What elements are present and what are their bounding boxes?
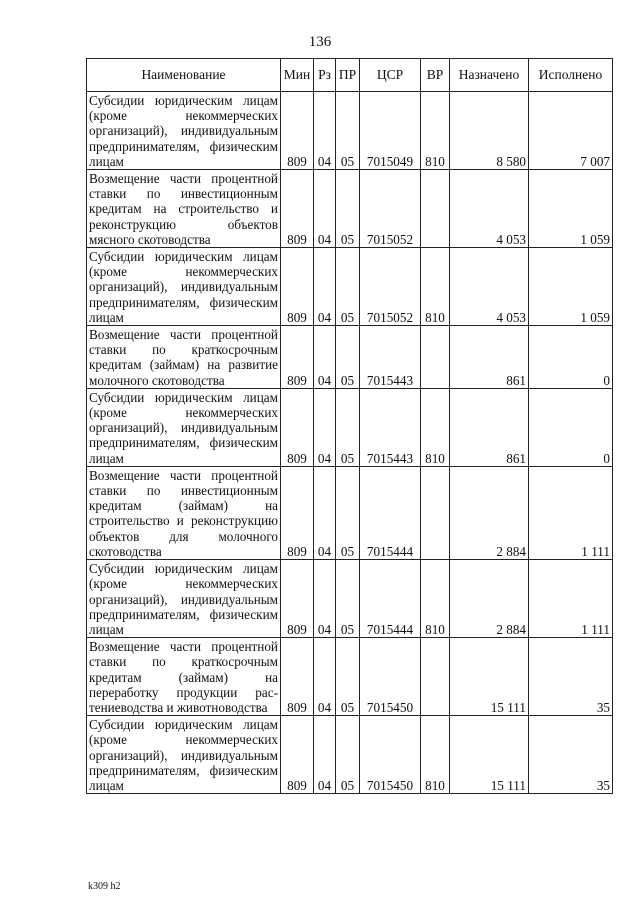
header-row bbox=[87, 59, 613, 92]
row-pr: 05 bbox=[336, 388, 360, 466]
row-vr bbox=[421, 638, 450, 716]
row-executed: 35 bbox=[529, 638, 613, 716]
row-rz: 04 bbox=[314, 170, 336, 248]
row-pr: 05 bbox=[336, 248, 360, 326]
row-name: Возмещение части процентной ставки по инвестиционным кредитам (займам) на строительство и реконструкцию объектов для молочного скотоводства bbox=[87, 466, 281, 559]
row-csr: 7015444 bbox=[360, 560, 421, 638]
row-executed: 0 bbox=[529, 388, 613, 466]
table-row bbox=[87, 248, 613, 326]
row-assigned: 4 053 bbox=[450, 248, 529, 326]
row-name: Возмещение части процентной ставки по инвестиционным кредитам на строительство и реконструкцию объектов мясного скотоводства bbox=[87, 170, 281, 248]
row-assigned: 861 bbox=[450, 388, 529, 466]
header-assigned: Назначено bbox=[450, 59, 529, 92]
header-executed: Исполнено bbox=[529, 59, 613, 92]
row-name: Субсидии юридическим лицам (кроме некоммерческих организаций), индивидуальным предпринимателям, физическим лицам bbox=[87, 560, 281, 638]
row-name: Возмещение части процентной ставки по краткосрочным кредитам (займам) на переработку продукции растениеводства и животноводства bbox=[87, 638, 281, 716]
row-assigned: 15 111 bbox=[450, 638, 529, 716]
row-pr: 05 bbox=[336, 716, 360, 794]
row-min: 809 bbox=[281, 92, 314, 170]
row-vr: 810 bbox=[421, 92, 450, 170]
table-row bbox=[87, 92, 613, 170]
row-executed: 35 bbox=[529, 716, 613, 794]
header-csr: ЦСР bbox=[360, 59, 421, 92]
row-vr bbox=[421, 326, 450, 389]
row-pr: 05 bbox=[336, 560, 360, 638]
row-assigned: 15 111 bbox=[450, 716, 529, 794]
row-executed: 1 059 bbox=[529, 170, 613, 248]
header-vr: ВР bbox=[421, 59, 450, 92]
row-rz: 04 bbox=[314, 248, 336, 326]
row-name: Субсидии юридическим лицам (кроме некоммерческих организаций), индивидуальным предпринимателям, физическим лицам bbox=[87, 716, 281, 794]
row-csr: 7015444 bbox=[360, 466, 421, 559]
header-pr: ПР bbox=[336, 59, 360, 92]
row-min: 809 bbox=[281, 388, 314, 466]
budget-table bbox=[86, 58, 613, 794]
row-pr: 05 bbox=[336, 638, 360, 716]
row-pr: 05 bbox=[336, 170, 360, 248]
row-assigned: 8 580 bbox=[450, 92, 529, 170]
row-name: Возмещение части процентной ставки по краткосрочным кредитам (займам) на развитие молочного скотоводства bbox=[87, 326, 281, 389]
row-rz: 04 bbox=[314, 388, 336, 466]
table-row bbox=[87, 716, 613, 794]
row-vr: 810 bbox=[421, 248, 450, 326]
row-name: Субсидии юридическим лицам (кроме некоммерческих организаций), индивидуальным предпринимателям, физическим лицам bbox=[87, 388, 281, 466]
row-csr: 7015052 bbox=[360, 248, 421, 326]
row-vr: 810 bbox=[421, 716, 450, 794]
row-min: 809 bbox=[281, 248, 314, 326]
footer-code: k309 h2 bbox=[88, 881, 121, 892]
row-rz: 04 bbox=[314, 638, 336, 716]
row-rz: 04 bbox=[314, 326, 336, 389]
row-executed: 1 111 bbox=[529, 560, 613, 638]
table-row bbox=[87, 388, 613, 466]
row-executed: 0 bbox=[529, 326, 613, 389]
row-pr: 05 bbox=[336, 92, 360, 170]
row-assigned: 861 bbox=[450, 326, 529, 389]
row-min: 809 bbox=[281, 170, 314, 248]
row-rz: 04 bbox=[314, 716, 336, 794]
row-min: 809 bbox=[281, 466, 314, 559]
row-rz: 04 bbox=[314, 560, 336, 638]
row-min: 809 bbox=[281, 716, 314, 794]
table-row bbox=[87, 326, 613, 389]
row-csr: 7015450 bbox=[360, 638, 421, 716]
header-name: Наименование bbox=[87, 59, 281, 92]
row-assigned: 2 884 bbox=[450, 466, 529, 559]
row-csr: 7015052 bbox=[360, 170, 421, 248]
table-row bbox=[87, 170, 613, 248]
row-executed: 7 007 bbox=[529, 92, 613, 170]
page-number: 136 bbox=[308, 34, 332, 50]
row-min: 809 bbox=[281, 326, 314, 389]
row-vr bbox=[421, 170, 450, 248]
row-vr: 810 bbox=[421, 388, 450, 466]
row-csr: 7015450 bbox=[360, 716, 421, 794]
row-min: 809 bbox=[281, 560, 314, 638]
row-executed: 1 059 bbox=[529, 248, 613, 326]
row-rz: 04 bbox=[314, 92, 336, 170]
row-assigned: 4 053 bbox=[450, 170, 529, 248]
row-name: Субсидии юридическим лицам (кроме некоммерческих организаций), индивидуальным предпринимателям, физическим лицам bbox=[87, 248, 281, 326]
row-csr: 7015443 bbox=[360, 326, 421, 389]
table-row bbox=[87, 638, 613, 716]
row-csr: 7015049 bbox=[360, 92, 421, 170]
row-min: 809 bbox=[281, 638, 314, 716]
row-rz: 04 bbox=[314, 466, 336, 559]
table-row bbox=[87, 560, 613, 638]
row-assigned: 2 884 bbox=[450, 560, 529, 638]
row-vr bbox=[421, 466, 450, 559]
header-rz: Рз bbox=[314, 59, 336, 92]
row-vr: 810 bbox=[421, 560, 450, 638]
row-pr: 05 bbox=[336, 326, 360, 389]
row-name: Субсидии юридическим лицам (кроме некоммерческих организаций), индивидуальным предпринимателям, физическим лицам bbox=[87, 92, 281, 170]
row-csr: 7015443 bbox=[360, 388, 421, 466]
table-row bbox=[87, 466, 613, 559]
header-min: Мин bbox=[281, 59, 314, 92]
row-executed: 1 111 bbox=[529, 466, 613, 559]
row-pr: 05 bbox=[336, 466, 360, 559]
